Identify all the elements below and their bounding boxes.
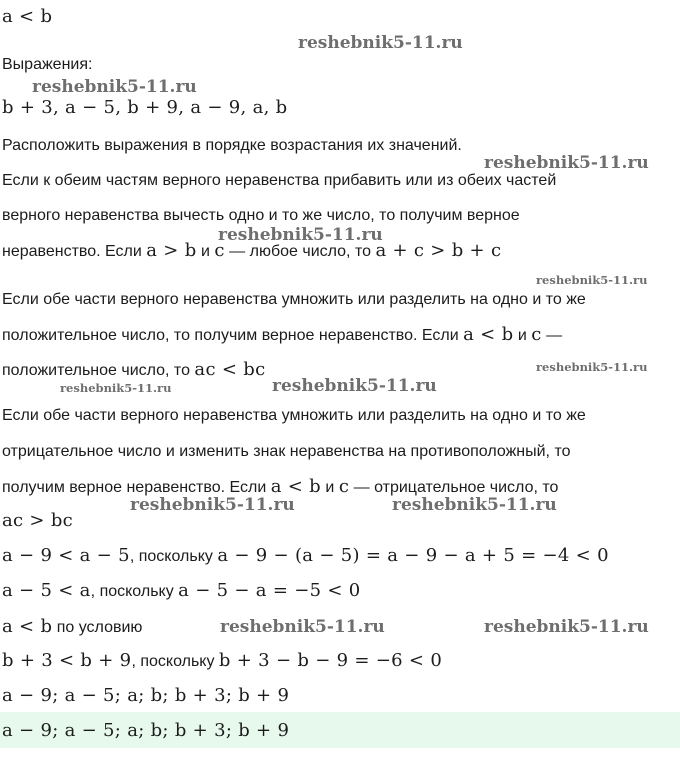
- watermark: reshebnik5-11.ru: [220, 617, 385, 637]
- watermark: reshebnik5-11.ru: [218, 225, 383, 245]
- expressions-label: Выражения:: [2, 56, 93, 73]
- rule1-and: и: [196, 243, 215, 260]
- rule2-dash: —: [541, 327, 563, 344]
- step-1: [2, 546, 609, 567]
- watermark: reshebnik5-11.ru: [484, 153, 649, 173]
- rule3-formula-c: c: [338, 476, 350, 497]
- rule1-formula-a-gt-b: a > b: [146, 240, 197, 261]
- rule2-and: и: [513, 327, 532, 344]
- rule3-text: получим верное неравенство. Если: [2, 479, 271, 496]
- rule2-formula-c: c: [531, 324, 542, 345]
- rule2-text: положительное число, то получим верное неравенство. Если: [2, 327, 464, 344]
- rule1-formula-c: c: [214, 240, 225, 261]
- rule1-line2: верного неравенства вычесть одно и то же число, то получим верное: [2, 207, 520, 224]
- step-3-formula: a < b: [2, 616, 53, 637]
- rule3-formula-result: ac > bc: [2, 510, 74, 531]
- step-1-text: , поскольку: [129, 548, 218, 565]
- step-3-text: по условию: [52, 619, 143, 636]
- rule2-line2: [2, 325, 562, 346]
- order-formula: a − 9; a − 5; a; b; b + 3; b + 9: [2, 685, 290, 706]
- rule1-mid: — любое число, то: [224, 243, 376, 260]
- step-2-proof: a − 5 − a = −5 < 0: [178, 580, 361, 601]
- step-4-formula: b + 3 < b + 9: [2, 650, 132, 671]
- rule2-formula-a-lt-b: a < b: [463, 324, 514, 345]
- rule1-line1: Если к обеим частям верного неравенства прибавить или из обеих частей: [2, 172, 557, 189]
- rule3-line1: Если обе части верного неравенства умножить или разделить на одно и то же: [2, 407, 586, 424]
- step-1-proof: a − 9 − (a − 5) = a − 9 − a + 5 = −4 < 0: [217, 545, 609, 566]
- watermark: reshebnik5-11.ru: [536, 273, 648, 287]
- rule2-text3: положительное число, то: [2, 362, 195, 379]
- step-2-text: , поскольку: [90, 583, 179, 600]
- rule3-formula-a-lt-b: a < b: [270, 476, 321, 497]
- step-4-proof: b + 3 − b − 9 = −6 < 0: [218, 650, 443, 671]
- rule1-formula-result: a + c > b + c: [375, 240, 502, 261]
- step-3: [2, 617, 142, 638]
- step-4: [2, 651, 442, 672]
- step-4-text: , поскольку: [131, 653, 219, 670]
- watermark: reshebnik5-11.ru: [130, 495, 295, 515]
- rule2-line1: Если обе части верного неравенства умножить или разделить на одно и то же: [2, 291, 586, 308]
- watermark: reshebnik5-11.ru: [32, 77, 197, 97]
- rule3-end: — отрицательное число, то: [349, 479, 559, 496]
- task-text: Расположить выражения в порядке возрастания их значений.: [2, 137, 462, 154]
- rule3-line2: отрицательное число и изменить знак неравенства на противоположный, то: [2, 443, 571, 460]
- condition-formula: a < b: [2, 6, 53, 27]
- step-2: [2, 581, 361, 602]
- rule2-line3: [2, 360, 265, 381]
- step-1-formula: a − 9 < a − 5: [2, 545, 130, 566]
- watermark: reshebnik5-11.ru: [536, 360, 648, 374]
- expressions-formula: b + 3, a − 5, b + 9, a − 9, a, b: [2, 97, 288, 118]
- watermark: reshebnik5-11.ru: [392, 495, 557, 515]
- step-2-formula: a − 5 < a: [2, 580, 91, 601]
- watermark: reshebnik5-11.ru: [272, 376, 437, 396]
- watermark: reshebnik5-11.ru: [298, 33, 463, 53]
- rule3-and: и: [320, 479, 339, 496]
- rule1-text: неравенство. Если: [2, 243, 147, 260]
- watermark: reshebnik5-11.ru: [484, 617, 649, 637]
- watermark: reshebnik5-11.ru: [60, 381, 172, 395]
- answer-formula: a − 9; a − 5; a; b; b + 3; b + 9: [2, 720, 290, 741]
- rule2-formula-result: ac < bc: [194, 359, 266, 380]
